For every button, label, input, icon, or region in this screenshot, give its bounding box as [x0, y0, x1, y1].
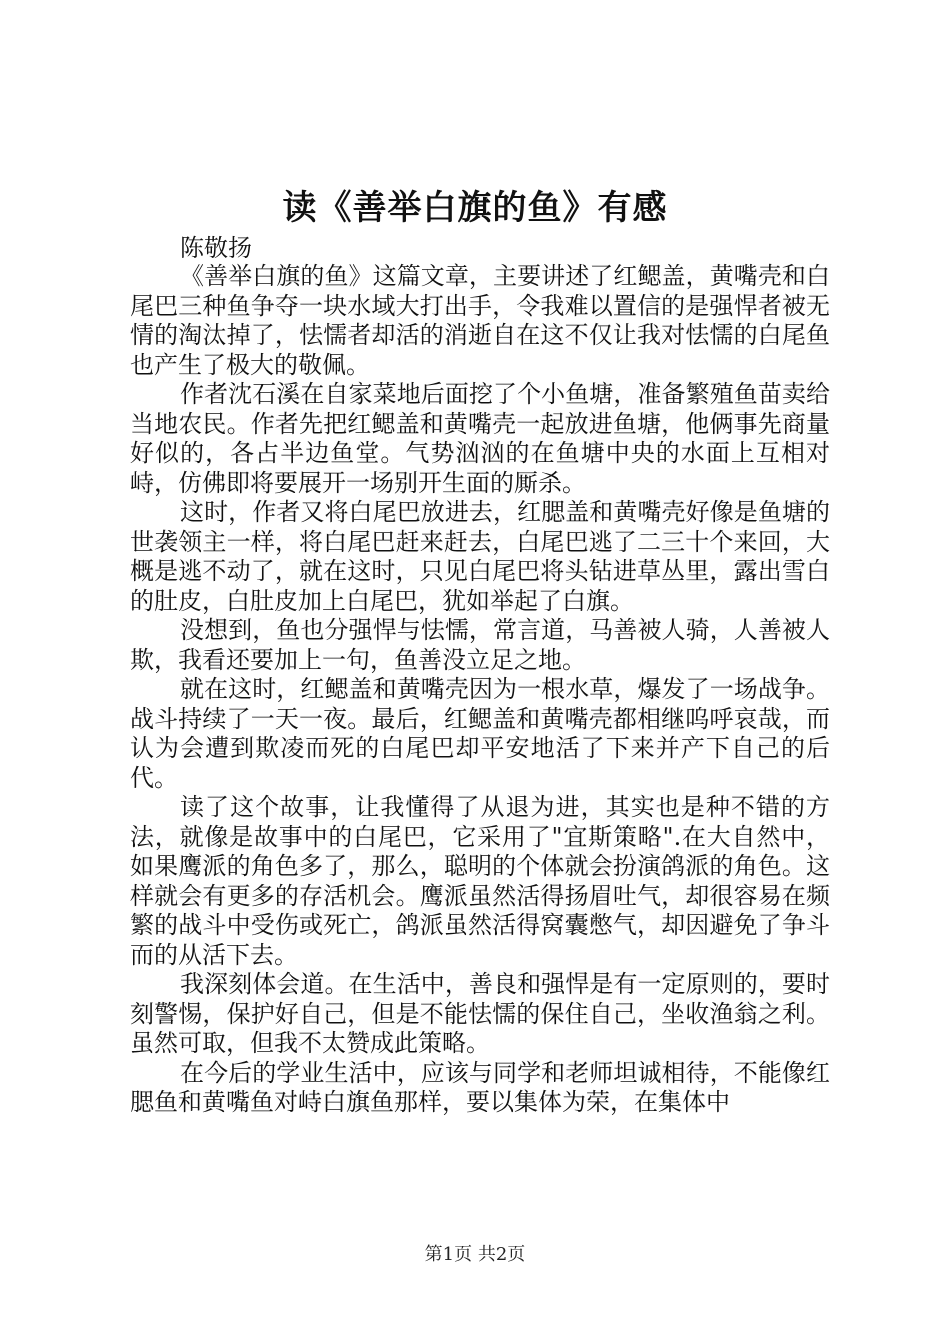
paragraph-4: 没想到，鱼也分强悍与怯懦，常言道，马善被人骑，人善被人欺，我看还要加上一句，鱼善没立足之地。: [130, 616, 830, 674]
paragraph-5: 就在这时，红鳃盖和黄嘴壳因为一根水草，爆发了一场战争。战斗持续了一天一夜。最后，红鳃盖和黄嘴壳都相继呜呼哀哉，而认为会遭到欺凌而死的白尾巴却平安地活了下来并产下自己的后代。: [130, 675, 830, 792]
paragraph-6: 读了这个故事，让我懂得了从退为进，其实也是种不错的方法，就像是故事中的白尾巴，它采用了"宜斯策略".在大自然中，如果鹰派的角色多了，那么，聪明的个体就会扮演鸽派的角色。这样就会有更多的存活机会。鹰派虽然活得扬眉吐气，却很容易在频繁的战斗中受伤或死亡，鸽派虽然活得窝囊憋气，却因避免了争斗而的从活下去。: [130, 793, 830, 969]
document-title: 读《善举白旗的鱼》有感: [282, 188, 668, 228]
paragraph-2: 作者沈石溪在自家菜地后面挖了个小鱼塘，准备繁殖鱼苗卖给当地农民。作者先把红鳃盖和黄嘴壳一起放进鱼塘，他俩事先商量好似的，各占半边鱼堂。气势汹汹的在鱼塘中央的水面上互相对峙，仿佛即将要展开一场别开生面的厮杀。: [130, 380, 830, 497]
author-name: 陈敬扬: [180, 234, 252, 262]
document-body: [130, 234, 830, 1118]
page-footer: 第1页 共2页: [424, 1244, 526, 1265]
paragraph-7: 我深刻体会道。在生活中，善良和强悍是有一定原则的，要时刻警惕，保护好自己，但是不能怯懦的保住自己，坐收渔翁之利。虽然可取，但我不太赞成此策略。: [130, 970, 830, 1057]
paragraph-1: 《善举白旗的鱼》这篇文章，主要讲述了红鳃盖，黄嘴壳和白尾巴三种鱼争夺一块水域大打出手，令我难以置信的是强悍者被无情的淘汰掉了，怯懦者却活的消逝自在这不仅让我对怯懦的白尾鱼也产生了极大的敬佩。: [130, 262, 830, 379]
paragraph-3: 这时，作者又将白尾巴放进去，红腮盖和黄嘴壳好像是鱼塘的世袭领主一样，将白尾巴赶来赶去，白尾巴逃了二三十个来回，大概是逃不动了，就在这时，只见白尾巴将头钻进草丛里，露出雪白的肚皮，白肚皮加上白尾巴，犹如举起了白旗。: [130, 498, 830, 615]
paragraph-8: 在今后的学业生活中，应该与同学和老师坦诚相待，不能像红腮鱼和黄嘴鱼对峙白旗鱼那样，要以集体为荣，在集体中: [130, 1058, 830, 1116]
